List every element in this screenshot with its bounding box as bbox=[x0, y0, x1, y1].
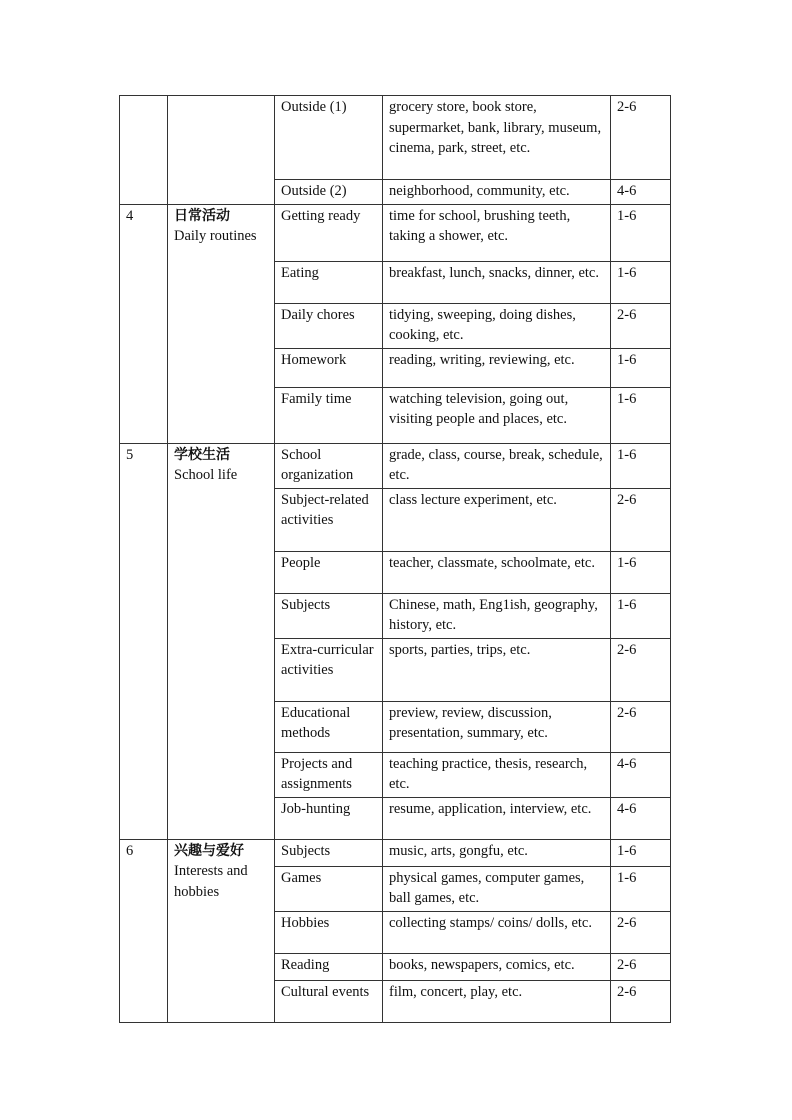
examples-cell: neighborhood, community, etc. bbox=[383, 180, 611, 205]
topic-number-cell: 5 bbox=[120, 443, 168, 839]
theme-chinese: 学校生活 bbox=[174, 446, 230, 463]
examples-cell: collecting stamps/ coins/ dolls, etc. bbox=[383, 911, 611, 953]
subtopic-cell: School organization bbox=[275, 443, 383, 488]
subtopic-cell: Subject-related activities bbox=[275, 488, 383, 551]
level-cell: 1-6 bbox=[611, 866, 671, 911]
level-cell: 1-6 bbox=[611, 593, 671, 638]
examples-cell: reading, writing, reviewing, etc. bbox=[383, 348, 611, 387]
examples-cell: resume, application, interview, etc. bbox=[383, 797, 611, 839]
level-cell: 2-6 bbox=[611, 488, 671, 551]
level-cell: 2-6 bbox=[611, 701, 671, 752]
subtopic-cell: Job-hunting bbox=[275, 797, 383, 839]
subtopic-cell: Games bbox=[275, 866, 383, 911]
examples-cell: film, concert, play, etc. bbox=[383, 980, 611, 1022]
subtopic-cell: Homework bbox=[275, 348, 383, 387]
examples-cell: books, newspapers, comics, etc. bbox=[383, 953, 611, 980]
level-cell: 2-6 bbox=[611, 96, 671, 180]
level-cell: 2-6 bbox=[611, 911, 671, 953]
examples-cell: music, arts, gongfu, etc. bbox=[383, 839, 611, 866]
examples-cell: sports, parties, trips, etc. bbox=[383, 638, 611, 701]
subtopic-cell: Outside (1) bbox=[275, 96, 383, 180]
table-row bbox=[120, 839, 671, 866]
examples-cell: physical games, computer games, ball games, etc. bbox=[383, 866, 611, 911]
level-cell: 2-6 bbox=[611, 638, 671, 701]
subtopic-cell: Subjects bbox=[275, 593, 383, 638]
topic-theme-cell bbox=[168, 839, 275, 1022]
level-cell: 1-6 bbox=[611, 204, 671, 261]
theme-chinese: 日常活动 bbox=[174, 207, 230, 224]
topic-theme-cell bbox=[168, 204, 275, 443]
topics-table bbox=[119, 95, 671, 1023]
examples-cell: tidying, sweeping, doing dishes, cooking, etc. bbox=[383, 303, 611, 348]
subtopic-cell: Outside (2) bbox=[275, 180, 383, 205]
theme-english: School life bbox=[174, 467, 238, 483]
examples-cell: preview, review, discussion, presentation, summary, etc. bbox=[383, 701, 611, 752]
subtopic-cell: Daily chores bbox=[275, 303, 383, 348]
examples-cell: grocery store, book store, supermarket, bank, library, museum, cinema, park, street, etc. bbox=[383, 96, 611, 180]
topic-number-cell bbox=[120, 96, 168, 205]
examples-cell: teaching practice, thesis, research, etc. bbox=[383, 752, 611, 797]
subtopic-cell: Cultural events bbox=[275, 980, 383, 1022]
examples-cell: breakfast, lunch, snacks, dinner, etc. bbox=[383, 261, 611, 303]
level-cell: 1-6 bbox=[611, 839, 671, 866]
topic-theme-cell bbox=[168, 443, 275, 839]
examples-cell: grade, class, course, break, schedule, etc. bbox=[383, 443, 611, 488]
subtopic-cell: Projects and assignments bbox=[275, 752, 383, 797]
examples-cell: teacher, classmate, schoolmate, etc. bbox=[383, 551, 611, 593]
level-cell: 1-6 bbox=[611, 387, 671, 443]
subtopic-cell: Educational methods bbox=[275, 701, 383, 752]
subtopic-cell: Family time bbox=[275, 387, 383, 443]
examples-cell: time for school, brushing teeth, taking a shower, etc. bbox=[383, 204, 611, 261]
level-cell: 1-6 bbox=[611, 443, 671, 488]
level-cell: 1-6 bbox=[611, 348, 671, 387]
subtopic-cell: Subjects bbox=[275, 839, 383, 866]
level-cell: 2-6 bbox=[611, 303, 671, 348]
subtopic-cell: People bbox=[275, 551, 383, 593]
examples-cell: class lecture experiment, etc. bbox=[383, 488, 611, 551]
examples-cell: Chinese, math, Eng1ish, geography, history, etc. bbox=[383, 593, 611, 638]
table-row bbox=[120, 443, 671, 488]
theme-chinese: 兴趣与爱好 bbox=[174, 842, 244, 859]
topic-theme-cell bbox=[168, 96, 275, 205]
topic-number-cell: 6 bbox=[120, 839, 168, 1022]
subtopic-cell: Hobbies bbox=[275, 911, 383, 953]
level-cell: 4-6 bbox=[611, 180, 671, 205]
table-row bbox=[120, 204, 671, 261]
subtopic-cell: Reading bbox=[275, 953, 383, 980]
theme-english: Daily routines bbox=[174, 228, 257, 244]
level-cell: 4-6 bbox=[611, 752, 671, 797]
theme-english: Interests and hobbies bbox=[174, 863, 248, 900]
table-row bbox=[120, 96, 671, 180]
level-cell: 1-6 bbox=[611, 261, 671, 303]
topic-number-cell: 4 bbox=[120, 204, 168, 443]
level-cell: 2-6 bbox=[611, 980, 671, 1022]
level-cell: 4-6 bbox=[611, 797, 671, 839]
subtopic-cell: Eating bbox=[275, 261, 383, 303]
subtopic-cell: Getting ready bbox=[275, 204, 383, 261]
level-cell: 1-6 bbox=[611, 551, 671, 593]
examples-cell: watching television, going out, visiting people and places, etc. bbox=[383, 387, 611, 443]
subtopic-cell: Extra-curricular activities bbox=[275, 638, 383, 701]
level-cell: 2-6 bbox=[611, 953, 671, 980]
